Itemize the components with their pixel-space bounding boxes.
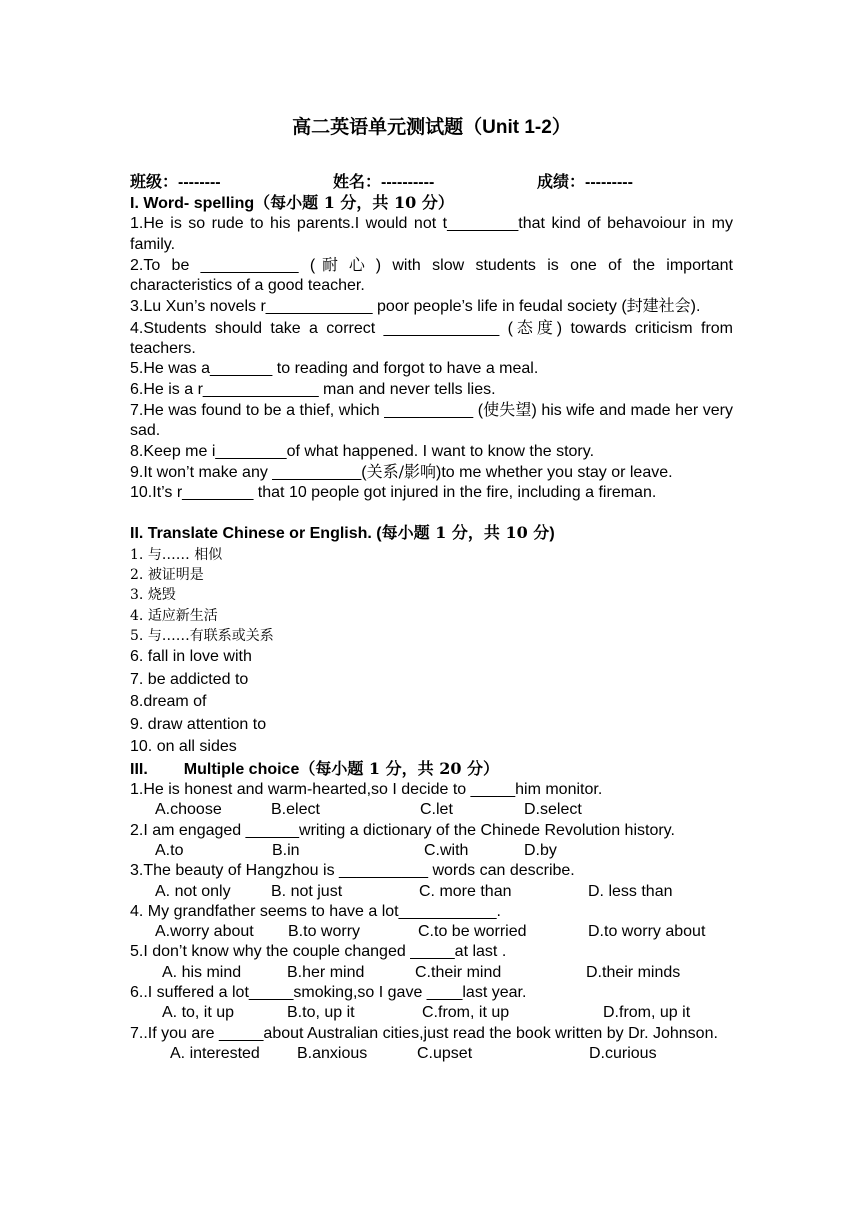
mc-option: D.their minds [586,963,681,981]
mc-option: B. not just [271,882,343,900]
mc-options [130,963,733,983]
translate-item: 7. be addicted to [130,670,249,688]
mc-options [130,922,733,942]
mc-option: B.to worry [288,923,361,941]
translate-item: 9. draw attention to [130,715,267,733]
mc-option: C.let [420,801,453,819]
mc-options [130,1003,733,1023]
question-item: 7.He was found to be a thief, which __________ (使失望) his wife and made her very sad. [130,399,733,440]
mc-option: B.to, up it [287,1004,355,1022]
question-item: 3.Lu Xun’s novels r____________ poor people’s life in feudal society (封建社会). [130,296,701,316]
mc-option: D. less than [588,882,673,900]
question-item: 5.He was a_______ to reading and forgot to have a meal. [130,360,539,378]
mc-option: C.upset [417,1044,473,1062]
mc-question: 7..If you are _____about Australian cities,just read the book written by Dr. Johnson. [130,1024,718,1042]
translate-item: 4. 适应新生活 [130,607,218,624]
translate-item: 1. 与…… 相似 [130,546,223,563]
mc-option: B.her mind [287,963,365,981]
mc-options [130,841,733,861]
mc-option: C.from, it up [422,1004,510,1022]
mc-option: B.in [272,841,300,859]
question-item: 8.Keep me i________of what happened. I want to know the story. [130,442,595,460]
question-item: 9.It won’t make any __________(关系/影响)to me whether you stay or leave. [130,461,673,481]
name-field: 姓名：---------- [333,174,435,191]
mc-question: 2.I am engaged ______writing a dictionary of the Chinede Revolution history. [130,821,675,839]
mc-option: D.from, up it [603,1004,691,1022]
student-info-row [130,172,733,194]
mc-options [130,882,733,902]
translate-item: 6. fall in love with [130,648,252,666]
mc-question: 3.The beauty of Hangzhou is __________ words can describe. [130,862,575,880]
translate-item: 3. 烧毁 [130,587,176,604]
mc-option: D.by [524,841,557,859]
section-heading-translate: II. Translate Chinese or English. (每小题 1 分，共 10 分) [130,523,555,543]
mc-option: B.elect [271,801,320,819]
question-item: 6.He is a r_____________ man and never tells lies. [130,380,496,398]
translate-item: 8.dream of [130,693,207,711]
mc-option: B.anxious [297,1044,368,1062]
mc-option: A. to, it up [162,1004,235,1022]
question-item: 2.To be ___________ (耐心) with slow students is one of the important characteristics of a good teacher. [130,254,733,295]
mc-option: A.worry about [155,923,254,941]
mc-question: 4. My grandfather seems to have a lot___________. [130,902,501,920]
mc-option: A.choose [155,801,222,819]
exam-content [130,193,733,1064]
question-item: 1.He is so rude to his parents.I would not t________that kind of behavoiour in my family. [130,215,733,253]
mc-option: C.to be worried [418,923,527,941]
question-item: 4.Students should take a correct _____________ (态度) towards criticism from teachers. [130,317,733,358]
mc-option: D.to worry about [588,923,706,941]
section-heading-word-spelling: I. Word- spelling（每小题 1 分，共 10 分） [130,193,454,212]
section-heading-multiple-choice: III. Multiple choice（每小题 1 分，共 20 分） [130,758,500,778]
mc-options [130,800,733,820]
mc-option: C.with [424,841,469,859]
class-field: 班级：-------- [130,174,221,191]
mc-question: 1.He is honest and warm-hearted,so I decide to _____him monitor. [130,781,603,799]
mc-option: A. interested [170,1044,260,1062]
page-title: 高二英语单元测试题（Unit 1-2） [292,117,571,138]
mc-option: A.to [155,841,184,859]
translate-item: 2. 被证明是 [130,567,204,584]
mc-option: A. his mind [162,963,242,981]
mc-question: 6..I suffered a lot_____smoking,so I gave ____last year. [130,984,527,1001]
mc-option: C. more than [419,882,512,900]
mc-option: C.their mind [415,963,502,981]
translate-item: 5. 与……有联系或关系 [130,627,274,644]
mc-options [130,1044,733,1064]
mc-option: D.curious [589,1044,657,1062]
translate-item: 10. on all sides [130,738,237,756]
question-item: 10.It’s r________ that 10 people got injured in the fire, including a fireman. [130,484,657,502]
mc-question: 5.I don’t know why the couple changed _____at last . [130,943,507,961]
mc-option: A. not only [155,882,231,900]
mc-option: D.select [524,801,582,819]
score-field: 成绩：--------- [537,174,633,191]
